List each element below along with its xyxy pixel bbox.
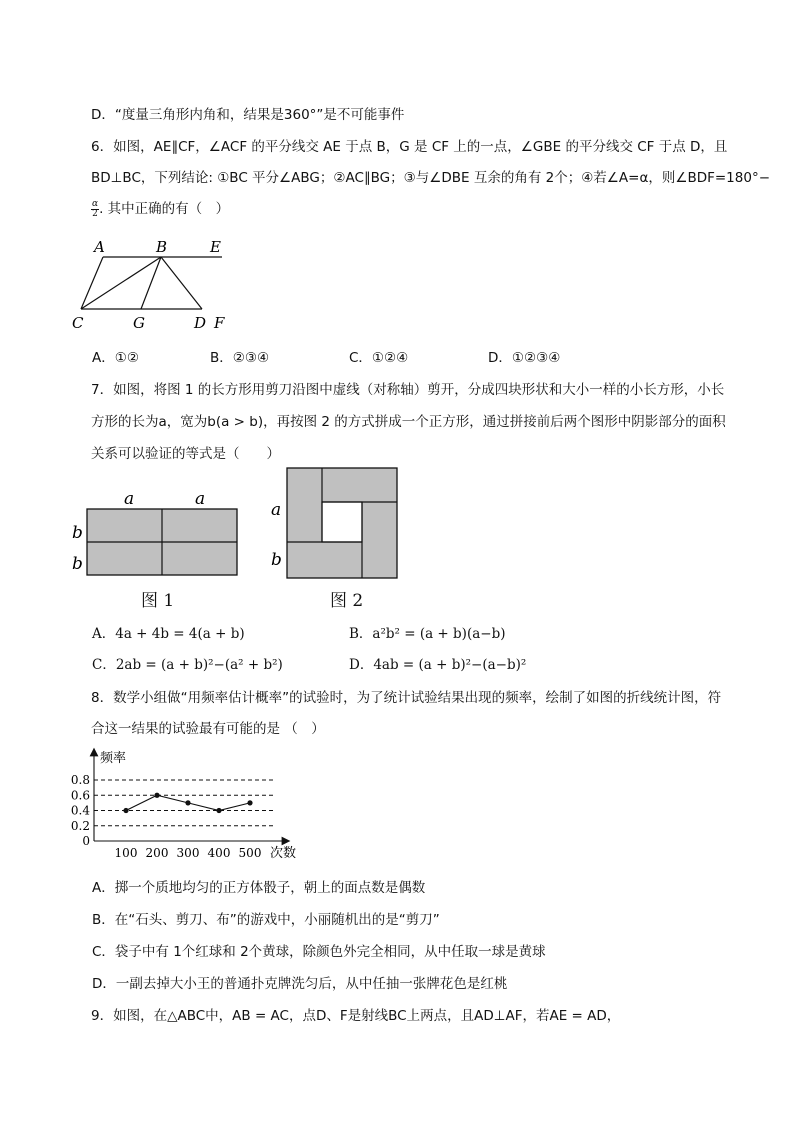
label-c: C [72,314,84,332]
y-tick-label: 0 [82,834,90,848]
data-point [247,800,252,805]
y-tick-label: 0.8 [70,773,90,787]
fig2-label-b: b [271,550,282,570]
q6-option-b: B．②③④ [210,350,270,366]
data-point [185,800,190,805]
q7-stem-2: 方形的长为a，宽为b(a > b)，再按图 2 的方式拼成一个正方形，通过拼接前后两个图形中阴影部分的面积 [91,414,726,430]
fig1-label-a-left: a [124,489,135,509]
label-b: B [156,238,168,256]
q8-option-a: A．掷一个质地均匀的正方体骰子，朝上的面点数是偶数 [92,880,426,896]
label-g: G [133,314,145,332]
data-point [154,793,159,798]
data-point [123,808,128,813]
q9-stem-1: 9．如图，在△ABC中，AB = AC，点D、F是射线BC上两点，且AD⊥AF，若AE = AD， [91,1008,621,1024]
q8-option-b: B．在“石头、剪刀、布”的游戏中，小丽随机出的是“剪刀” [92,912,440,928]
y-tick-label: 0.4 [70,803,90,818]
q5-option-d: D．“度量三角形内角和，结果是360°”是不可能事件 [91,107,405,123]
x-tick-label: 500 [238,846,262,860]
q8-stem-1: 8．数学小组做“用频率估计概率”的试验时，为了统计试验结果出现的频率，绘制了如图的折线统计图，符 [91,690,722,706]
q8-option-d: D．一副去掉大小王的普通扑克牌洗匀后，从中任抽一张牌花色是红桃 [92,976,508,992]
alpha-over-2: $\frac{\alpha}{2}$ [92,198,99,219]
fig2-label-a: a [271,500,282,520]
q6-option-d: D．①②③④ [488,350,561,366]
x-tick-label: 200 [145,846,169,860]
q6-stem-1: 6．如图，AE∥CF，∠ACF 的平分线交 AE 于点 B，G 是 CF 上的一点，∠GBE 的平分线交 CF 于点 D，且 [91,139,728,155]
q7-option-a: A．4a + 4b = 4(a + b) [92,626,245,642]
q7-option-c: C．2ab = (a + b)²−(a² + b²) [92,657,283,673]
y-axis-label: 频率 [100,751,127,766]
q6-option-c: C．①②④ [349,350,409,366]
fig1-caption: 图 1 [141,591,175,611]
q7-stem-1: 7．如图，将图 1 的长方形用剪刀沿图中虚线（对称轴）剪开，分成四块形状和大小一样的小长方形，小长 [91,382,725,398]
q6-stem-3: $\frac{\alpha}{2}$ . 其中正确的有（ ） [92,198,230,219]
q8-stem-2: 合这一结果的试验最有可能的是 （ ） [91,721,325,737]
x-axis-label: 次数 [270,846,297,861]
x-tick-label: 400 [207,846,231,860]
q6-geometry-figure [70,236,240,334]
q7-option-d: D．4ab = (a + b)²−(a−b)² [349,657,527,673]
label-d: D [194,314,207,332]
q7-stem-3: 关系可以验证的等式是（ ） [91,446,280,462]
q7-figure-2 [265,462,405,580]
x-tick-label: 300 [176,846,200,860]
q8-option-c: C．袋子中有 1个红球和 2个黄球，除颜色外完全相同，从中任取一球是黄球 [92,944,546,960]
y-tick-label: 0.6 [70,788,90,803]
data-point [216,808,221,813]
frequency-line-chart [60,746,310,864]
fig1-label-b-bottom: b [72,554,83,574]
fig1-label-b-top: b [72,523,83,543]
label-e: E [210,238,221,256]
fig2-caption: 图 2 [330,591,364,611]
label-a: A [94,238,105,256]
x-tick-label: 100 [114,846,138,860]
q7-figure-1 [62,486,252,581]
y-tick-label: 0.2 [70,818,90,833]
q6-option-a: A．①② [92,350,139,366]
fig1-label-a-right: a [195,489,206,509]
q6-stem-2: BD⊥BC，下列结论: ①BC 平分∠ABG；②AC∥BG；③与∠DBE 互余的角有 2个；④若∠A=α，则∠BDF=180°− [91,170,771,186]
label-f: F [214,314,225,332]
q7-option-b: B．a²b² = (a + b)(a−b) [349,626,506,642]
